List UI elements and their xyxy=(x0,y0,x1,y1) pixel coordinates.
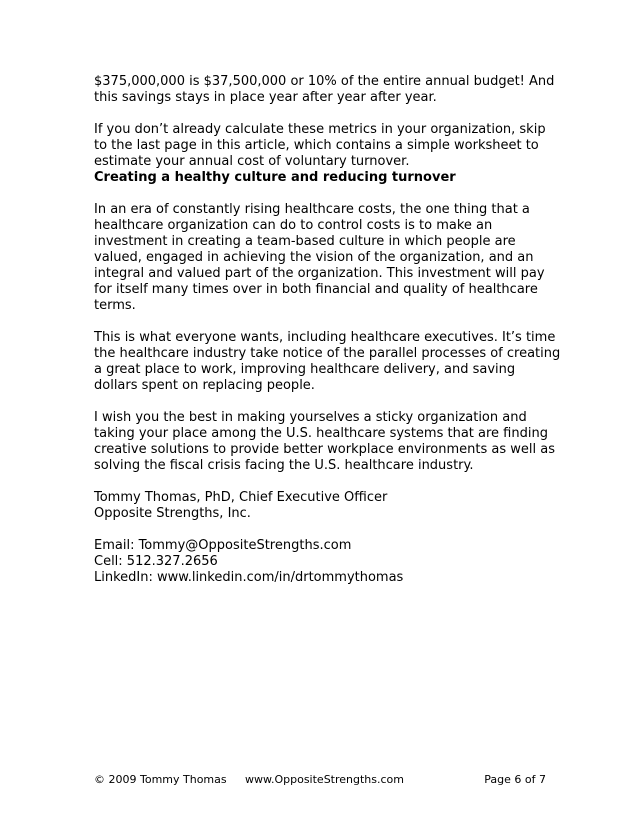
text-line: the healthcare industry take notice of the parallel processes of creating xyxy=(94,346,561,361)
contact-cell: Cell: 512.327.2656 xyxy=(94,554,218,569)
signature-name-title: Tommy Thomas, PhD, Chief Executive Officer xyxy=(94,490,388,505)
text-line: If you don’t already calculate these metrics in your organization, skip xyxy=(94,122,546,137)
paragraph-metrics xyxy=(94,122,564,170)
text-line: I wish you the best in making yourselves a sticky organization and xyxy=(94,410,527,425)
text-line: This is what everyone wants, including healthcare executives. It’s time xyxy=(94,330,556,345)
text-line: dollars spent on replacing people. xyxy=(94,378,315,393)
text-line: healthcare organization can do to control costs is to make an xyxy=(94,218,493,233)
text-line: for itself many times over in both financial and quality of healthcare xyxy=(94,282,538,297)
text-line: estimate your annual cost of voluntary turnover. xyxy=(94,154,410,169)
contact-email: Email: Tommy@OppositeStrengths.com xyxy=(94,538,352,553)
paragraph-best-wishes xyxy=(94,410,564,474)
text-line: solving the fiscal crisis facing the U.S. healthcare industry. xyxy=(94,458,474,473)
text-line: In an era of constantly rising healthcare costs, the one thing that a xyxy=(94,202,530,217)
text-line: $375,000,000 is $37,500,000 or 10% of the entire annual budget! And xyxy=(94,74,555,89)
text-line: valued, engaged in achieving the vision of the organization, and an xyxy=(94,250,534,265)
text-line: investment in creating a team-based culture in which people are xyxy=(94,234,516,249)
paragraph-savings xyxy=(94,74,564,106)
text-line: this savings stays in place year after year after year. xyxy=(94,90,437,105)
text-line: creative solutions to provide better workplace environments as well as xyxy=(94,442,556,457)
text-line: a great place to work, improving healthcare delivery, and saving xyxy=(94,362,516,377)
footer-page-number: Page 6 of 7 xyxy=(484,773,546,786)
text-line: to the last page in this article, which contains a simple worksheet to xyxy=(94,138,539,153)
signature-company: Opposite Strengths, Inc. xyxy=(94,506,251,521)
paragraph-healthcare-costs xyxy=(94,202,564,314)
section-heading: Creating a healthy culture and reducing turnover xyxy=(94,170,456,185)
page-body xyxy=(94,74,564,586)
contact-linkedin: LinkedIn: www.linkedin.com/in/drtommythomas xyxy=(94,570,404,585)
text-line: integral and valued part of the organization. This investment will pay xyxy=(94,266,545,281)
text-line: taking your place among the U.S. healthcare systems that are finding xyxy=(94,426,548,441)
paragraph-everyone-wants xyxy=(94,330,564,394)
footer-website: www.OppositeStrengths.com xyxy=(245,773,405,786)
text-line: terms. xyxy=(94,298,136,313)
contact-block xyxy=(94,538,564,586)
footer-copyright: © 2009 Tommy Thomas xyxy=(94,773,227,786)
signature-block xyxy=(94,490,564,522)
